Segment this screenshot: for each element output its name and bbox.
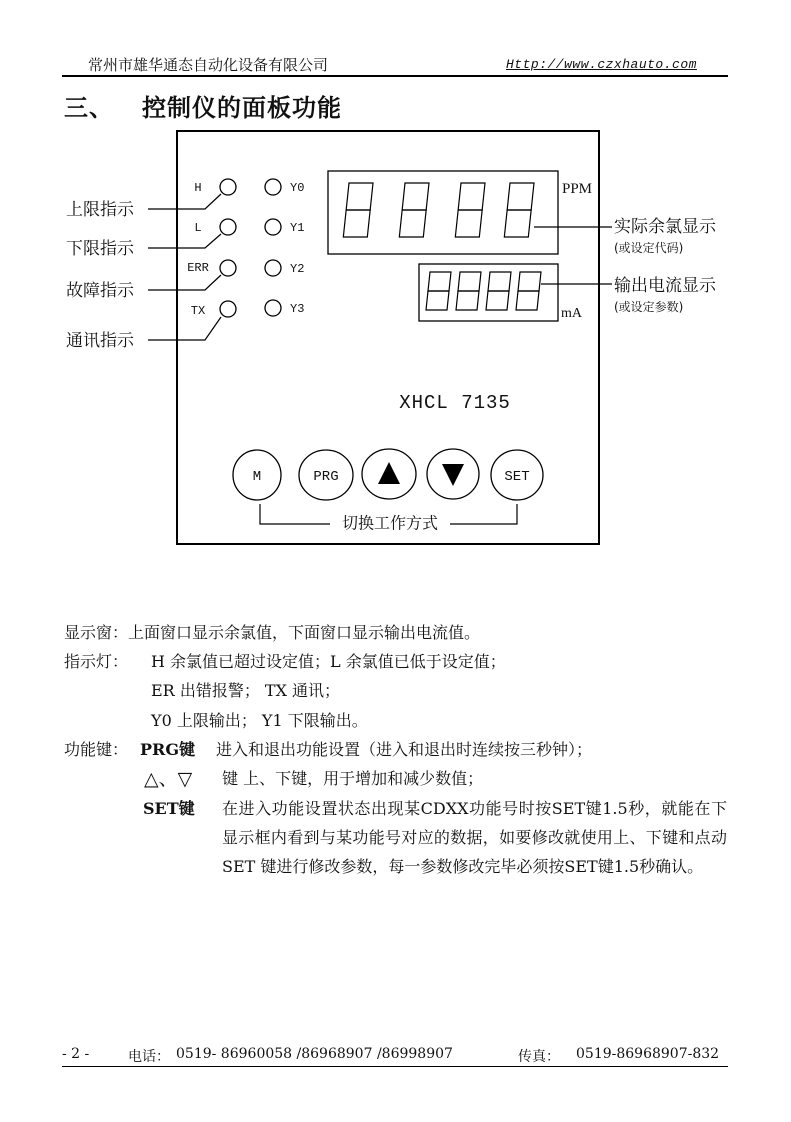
section-number: 三、 — [64, 94, 114, 122]
down-triangle-icon — [442, 464, 464, 486]
callout-upper-display-sub: (或设定代码) — [614, 241, 684, 255]
updown-key-desc: 键 上、下键，用于增加和减少数值； — [222, 769, 484, 788]
led-y0 — [265, 179, 281, 195]
upper-display-unit: PPM — [562, 181, 593, 197]
callout-line-lower-limit — [148, 234, 221, 248]
up-triangle-icon — [378, 462, 400, 484]
led-h — [220, 179, 236, 195]
indicator-label-y3: Y3 — [290, 302, 305, 316]
company-name: 常州市雄华通态自动化设备有限公司 — [88, 56, 329, 74]
callout-line-comm — [148, 317, 221, 340]
lower-display-unit: mA — [561, 306, 582, 321]
section-title-text: 控制仪的面板功能 — [142, 94, 342, 122]
indicator-label-h: H — [194, 181, 202, 195]
callout-fault: 故障指示 — [66, 281, 134, 301]
lamps-line-2: ER 出错报警； TX 通讯； — [151, 681, 341, 700]
set-key-desc: 在进入功能设置状态出现某CDXX功能号时按SET键1.5秒，就能在下显示框内看到与某功能号对应的数据，如要修改就使用上、下键和点动 SET 键进行修改参数，每一参数修改完毕必须按SET键1.5秒确认。 — [222, 799, 727, 876]
indicator-label-tx: TX — [190, 304, 206, 318]
callout-lower-limit: 下限指示 — [66, 239, 134, 259]
callout-upper-display: 实际余氯显示 — [614, 217, 716, 237]
callout-line-upper-limit — [148, 194, 221, 209]
model-number: XHCL 7135 — [399, 392, 511, 414]
led-tx — [220, 301, 236, 317]
fax-number: 0519-86968907-832 — [576, 1046, 720, 1062]
phone-label: 电话： — [128, 1049, 170, 1065]
callout-upper-limit: 上限指示 — [66, 200, 134, 220]
indicator-label-err: ERR — [187, 261, 209, 275]
keys-label: 功能键： — [64, 740, 129, 759]
buttons-caption: 切换工作方式 — [341, 513, 439, 533]
prg-key-desc: 进入和退出功能设置（进入和退出时连续按三秒钟）； — [216, 740, 593, 759]
footer-rule — [62, 1066, 728, 1067]
led-l — [220, 219, 236, 235]
upper-display-digits — [343, 183, 534, 237]
website-url[interactable]: Http://www.czxhauto.com — [506, 57, 697, 72]
callout-line-fault — [148, 275, 221, 290]
led-y2 — [265, 260, 281, 276]
led-err — [220, 260, 236, 276]
phone-numbers: 0519- 86960058 /86968907 /86998907 — [176, 1046, 453, 1062]
indicator-label-y2: Y2 — [290, 262, 305, 276]
callout-comm: 通讯指示 — [66, 331, 134, 351]
indicator-label-y0: Y0 — [290, 181, 305, 195]
set-button-label: SET — [504, 469, 530, 485]
display-window-desc: 显示窗：上面窗口显示余氯值，下面窗口显示输出电流值。 — [64, 623, 481, 642]
lower-display-digits — [426, 272, 541, 310]
lamps-line-3: Y0 上限输出； Y1 下限输出。 — [151, 711, 368, 730]
lamps-label: 指示灯： — [64, 652, 129, 671]
indicator-label-l: L — [194, 221, 202, 235]
set-key-name: SET键 — [143, 799, 195, 818]
prg-key-name: PRG键 — [140, 740, 195, 759]
page-number: - 2 - — [62, 1046, 90, 1062]
updown-symbols: △、▽ — [144, 768, 193, 790]
fax-label: 传真： — [518, 1049, 560, 1065]
lamps-line-1: H 余氯值已超过设定值；L 余氯值已低于设定值； — [151, 652, 506, 671]
indicator-label-y1: Y1 — [290, 221, 305, 235]
led-y1 — [265, 219, 281, 235]
led-y3 — [265, 300, 281, 316]
callout-lower-display-sub: (或设定参数) — [614, 300, 684, 314]
callout-lower-display: 输出电流显示 — [614, 276, 716, 296]
prg-button-label: PRG — [313, 469, 339, 485]
m-button-label: M — [252, 469, 262, 485]
